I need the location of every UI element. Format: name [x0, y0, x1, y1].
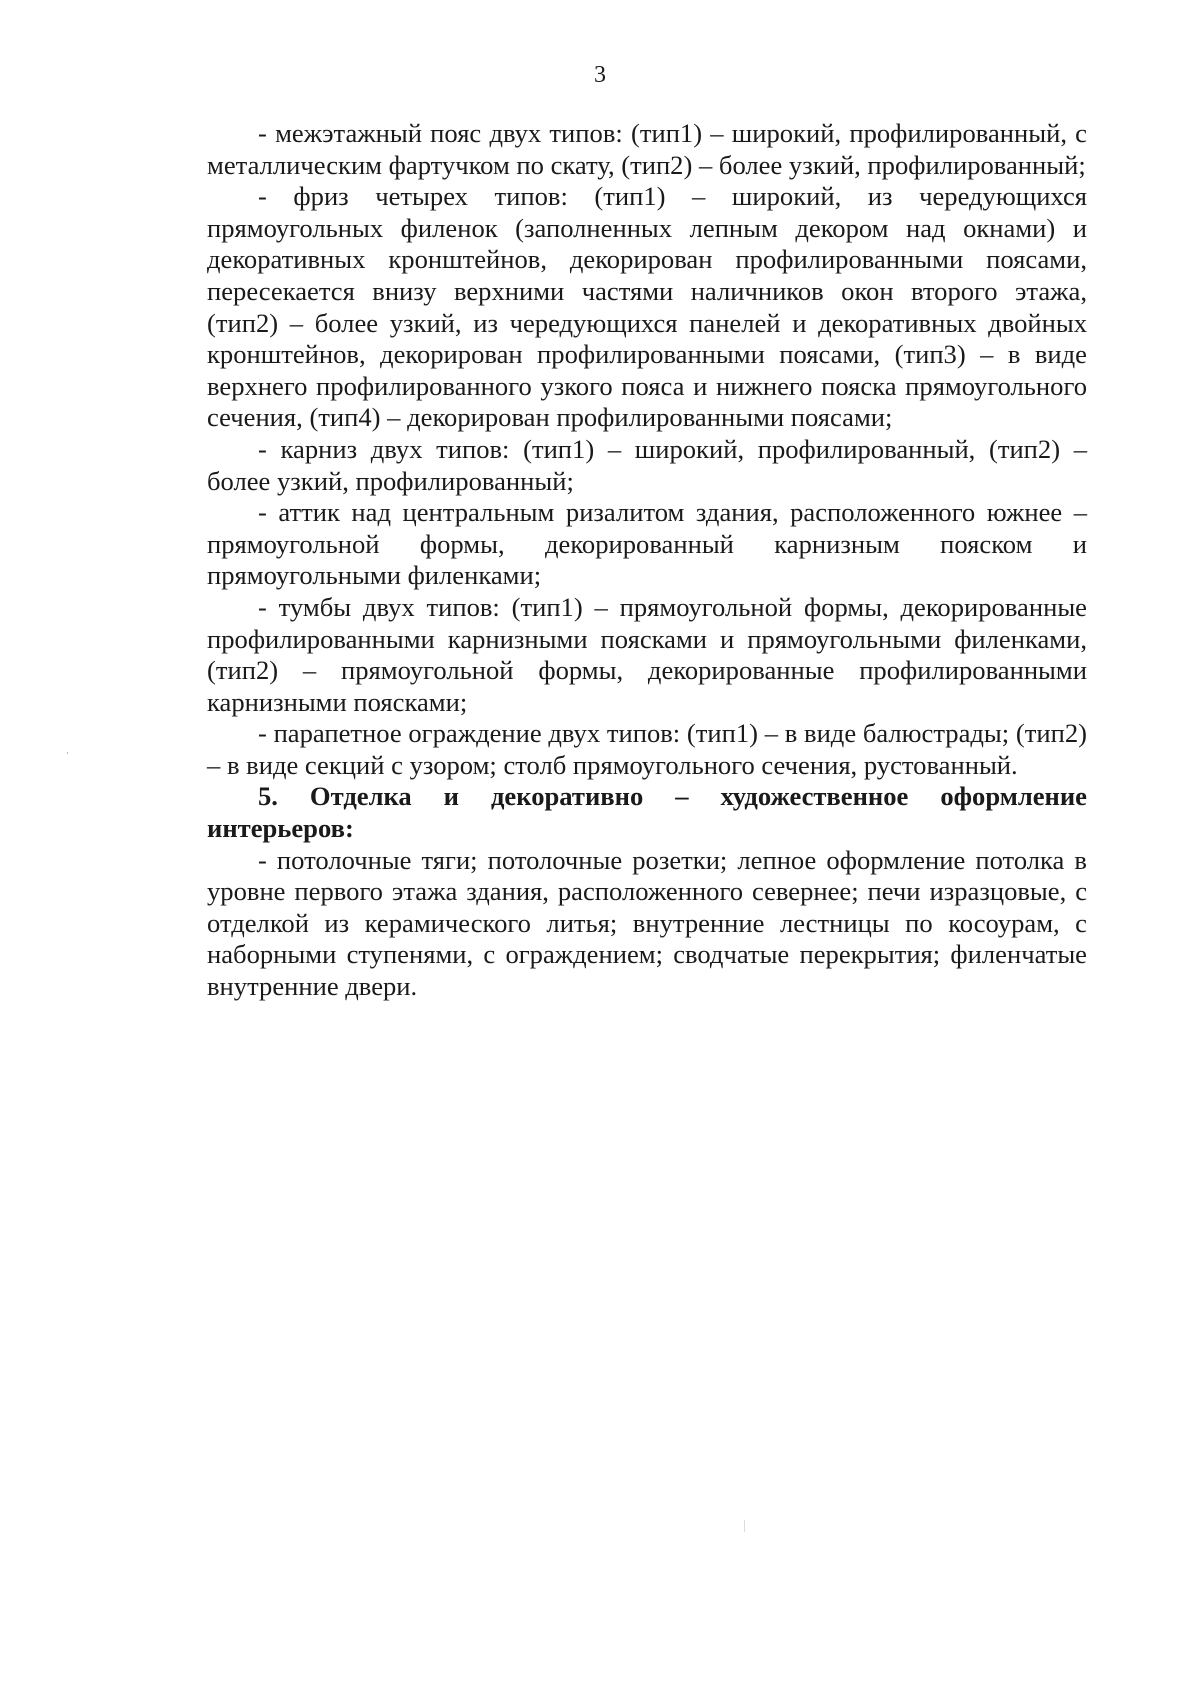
scan-speck — [67, 752, 68, 754]
paragraph-interiors: - потолочные тяги; потолочные розетки; лепное оформление потолка в уровне первого этажа здания, расположенного севернее; печи изразцовые, с отделкой из керамического литья; внутренние лестницы по косоурам, с наборными ступенями, с ограждением; сводчатые перекрытия; филенчатые внутренние двери. — [207, 844, 1087, 1002]
document-body — [207, 118, 1087, 1003]
section-heading: 5. Отделка и декоративно – художественное оформление интерьеров: — [207, 781, 1087, 844]
paragraph-interfloor-belt: - межэтажный пояс двух типов: (тип1) – широкий, профилированный, с металлическим фартучком по скату, (тип2) – более узкий, профилированный; — [207, 118, 1087, 180]
paragraph-cornice: - карниз двух типов: (тип1) – широкий, профилированный, (тип2) – более узкий, профилированный; — [207, 433, 1087, 496]
paragraph-pedestals: - тумбы двух типов: (тип1) – прямоугольной формы, декорированные профилированными карнизными поясками и прямоугольными филенками, (тип2) – прямоугольной формы, декорированные профилированными карнизными поясками; — [207, 591, 1087, 717]
scan-speck — [744, 1520, 745, 1532]
paragraph-attic: - аттик над центральным ризалитом здания, расположенного южнее – прямоугольной формы, декорированный карнизным пояском и прямоугольными филенками; — [207, 497, 1087, 591]
paragraph-parapet: - парапетное ограждение двух типов: (тип1) – в виде балюстрады; (тип2) – в виде секций с узором; столб прямоугольного сечения, рустованный. — [207, 718, 1087, 780]
paragraph-frieze: - фриз четырех типов: (тип1) – широкий, из чередующихся прямоугольных филенок (заполненных лепным декором над окнами) и декоративных кронштейнов, декорирован профилированными поясами, пересекается внизу верхними частями наличников окон второго этажа, (тип2) – более узкий, из чередующихся панелей и декоративных двойных кронштейнов, декорирован профилированными поясами, (тип3) – в виде верхнего профилированного узкого пояса и нижнего пояска прямоугольного сечения, (тип4) – декорирован профилированными поясами; — [207, 181, 1087, 433]
page-number: 3 — [594, 62, 606, 88]
